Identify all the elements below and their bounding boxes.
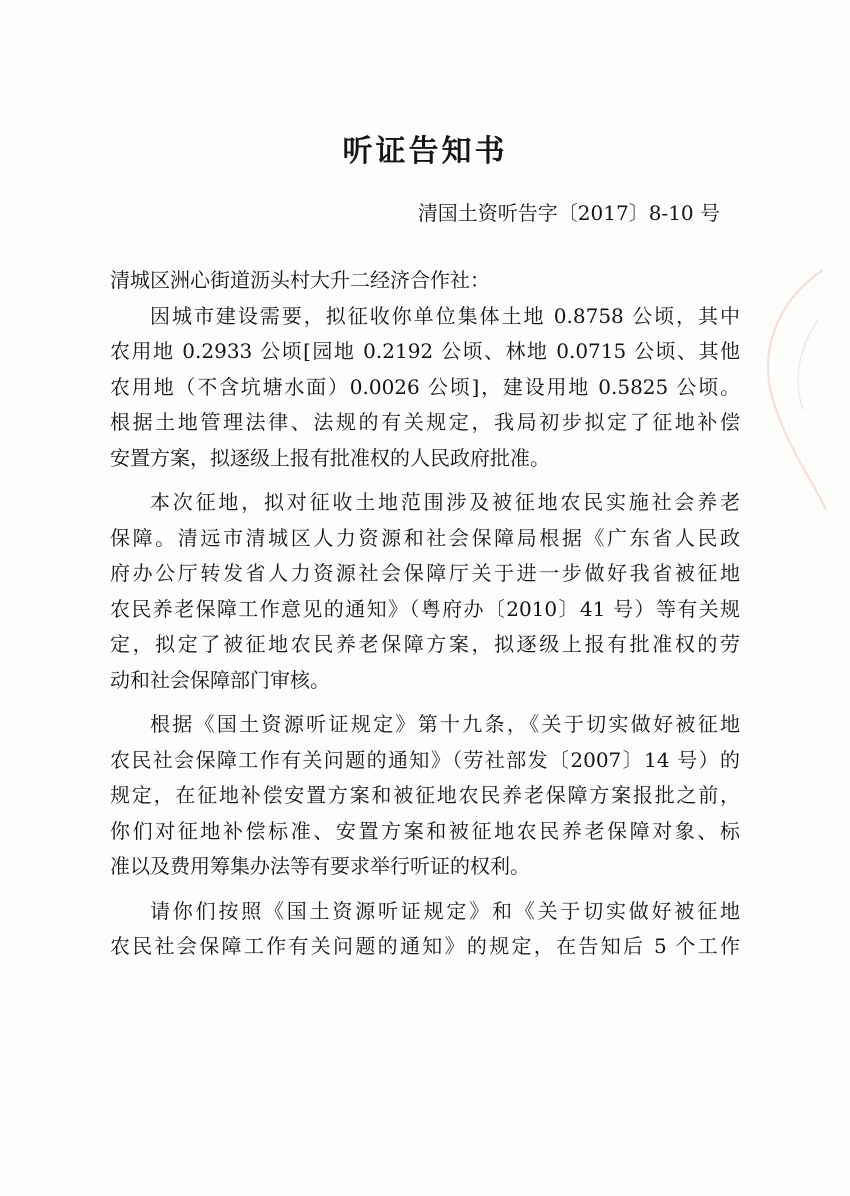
paragraph-line: 本次征地，拟对征收土地范围涉及被征地农民实施社会养老: [150, 490, 740, 514]
paragraph-line: 府办公厅转发省人力资源社会保障厅关于进一步做好我省被征地: [110, 561, 740, 585]
paragraph-line: 农用地 0.2933 公顷[园地 0.2192 公顷、林地 0.0715 公顷、其他: [110, 339, 740, 363]
paragraph-4: [110, 894, 740, 965]
paragraph-line: 准以及费用筹集办法等有要求举行听证的权利。: [110, 854, 530, 878]
paragraph-line: 安置方案，拟逐级上报有批准权的人民政府批准。: [110, 445, 550, 470]
paragraph-line: 农民社会保障工作有关问题的通知》的规定，在告知后 5 个工作: [110, 934, 740, 958]
paragraph-line: 请你们按照《国土资源听证规定》和《关于切实做好被征地: [150, 898, 740, 923]
paragraph-line: 保障。清远市清城区人力资源和社会保障局根据《广东省人民政: [110, 525, 740, 550]
paragraph-2: [110, 485, 740, 698]
paragraph-line: 根据土地管理法律、法规的有关规定，我局初步拟定了征地补偿: [110, 410, 740, 434]
paragraph-line: 规定，在征地补偿安置方案和被征地农民养老保障方案报批之前，: [110, 783, 740, 807]
document-number: 清国土资听告字〔2017〕8-10 号: [417, 201, 720, 225]
addressee: 清城区洲心街道沥头村大升二经济合作社：: [110, 268, 490, 292]
paragraph-line: 农民社会保障工作有关问题的通知》（劳社部发〔2007〕14 号）的: [110, 747, 740, 772]
paragraph-line: 动和社会保障部门审核。: [110, 667, 330, 692]
paragraph-line: 定，拟定了被征地农民养老保障方案，拟逐级上报有批准权的劳: [110, 632, 740, 656]
paragraph-1: [110, 299, 740, 477]
document-title: 听证告知书: [342, 134, 508, 169]
paragraph-line: 农民养老保障工作意见的通知》（粤府办〔2010〕41 号）等有关规: [110, 596, 740, 621]
paragraph-line: 因城市建设需要，拟征收你单位集体土地 0.8758 公顷，其中: [150, 303, 740, 328]
paragraph-3: [110, 707, 740, 885]
paragraph-line: 根据《国土资源听证规定》第十九条，《关于切实做好被征地: [150, 712, 740, 736]
paragraph-line: 农用地（不含坑塘水面）0.0026 公顷]，建设用地 0.5825 公顷。: [110, 374, 740, 399]
paragraph-line: 你们对征地补偿标准、安置方案和被征地农民养老保障对象、标: [110, 818, 740, 843]
document-body: [110, 263, 740, 965]
